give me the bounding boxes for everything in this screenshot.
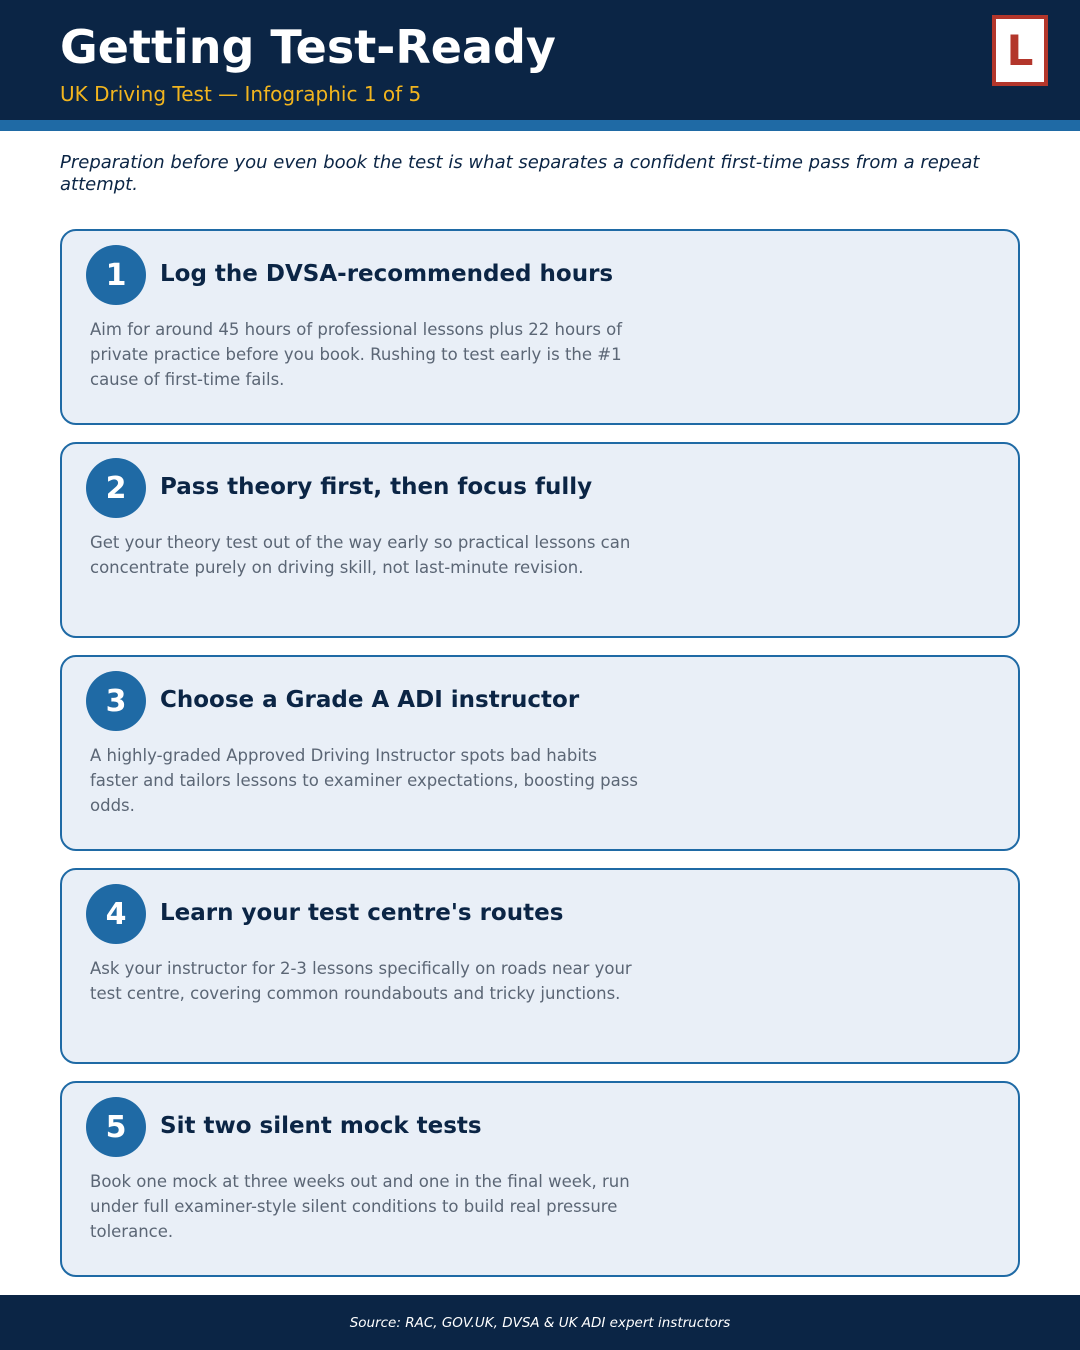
- tip-title: Log the DVSA-recommended hours: [160, 261, 614, 287]
- page-title: Getting Test-Ready: [60, 20, 556, 74]
- tip-number-badge: 2: [86, 458, 146, 518]
- page-subtitle: UK Driving Test — Infographic 1 of 5: [60, 82, 422, 106]
- tip-card: [60, 868, 1020, 1064]
- tip-card: [60, 655, 1020, 851]
- tip-number-badge: 1: [86, 245, 146, 305]
- tip-title: Sit two silent mock tests: [160, 1113, 482, 1139]
- tip-card: [60, 229, 1020, 425]
- intro-text: Preparation before you even book the test is what separates a confident first-time pass from a repeat attempt.: [60, 152, 980, 195]
- tip-title: Pass theory first, then focus fully: [160, 474, 593, 500]
- source-note: Source: RAC, GOV.UK, DVSA & UK ADI expert instructors: [349, 1314, 731, 1331]
- tip-description: Get your theory test out of the way early so practical lessons can concentrate purely on driving skill, not last-minute revision.: [90, 533, 631, 577]
- tip-description: Aim for around 45 hours of professional lessons plus 22 hours of private practice before you book. Rushing to test early is the #1 cause of first-time fails.: [90, 320, 623, 389]
- accent-divider: [0, 120, 1080, 131]
- l-plate-logo: [992, 15, 1048, 86]
- tip-title: Learn your test centre's routes: [160, 900, 564, 926]
- tip-title: Choose a Grade A ADI instructor: [160, 687, 580, 713]
- tip-description: A highly-graded Approved Driving Instructor spots bad habits faster and tailors lessons to examiner expectations, boosting pass odds.: [90, 746, 638, 815]
- l-plate-letter: L: [1006, 25, 1034, 75]
- header-banner: [0, 0, 1080, 120]
- tip-description: Book one mock at three weeks out and one in the final week, run under full examiner-style silent conditions to build real pressure tolerance.: [90, 1172, 630, 1241]
- tip-description: Ask your instructor for 2-3 lessons specifically on roads near your test centre, covering common roundabouts and tricky junctions.: [90, 959, 632, 1003]
- tip-number-badge: 4: [86, 884, 146, 944]
- tip-card: [60, 442, 1020, 638]
- footer-bar: [0, 1295, 1080, 1350]
- tip-card: [60, 1081, 1020, 1277]
- tips-list: [60, 229, 1020, 1294]
- tip-number-badge: 5: [86, 1097, 146, 1157]
- tip-number-badge: 3: [86, 671, 146, 731]
